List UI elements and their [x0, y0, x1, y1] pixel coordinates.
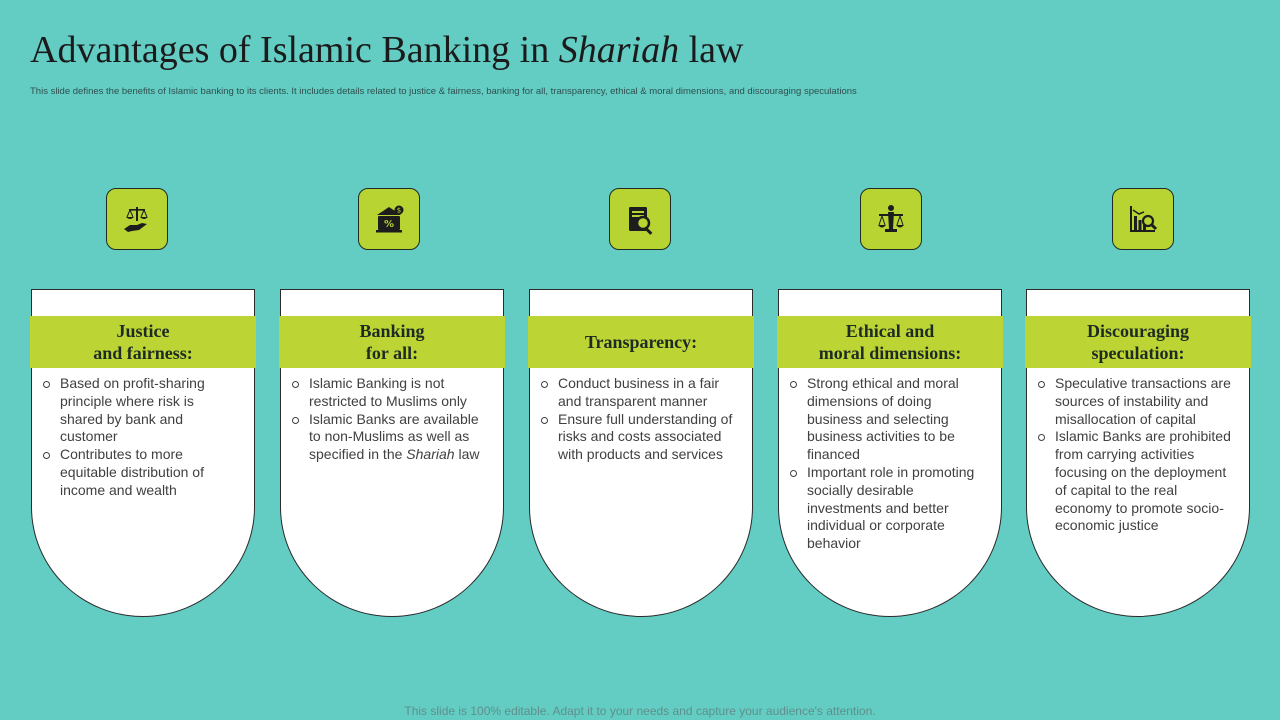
- slide-subtitle: This slide defines the benefits of Islamic banking to its clients. It includes details related to justice & fairness, banking for all, transparency, ethical & moral dimensions, and discouraging speculations: [30, 86, 857, 97]
- card-body-banking: [289, 375, 487, 464]
- list-item: Islamic Banking is not restricted to Muslims only: [289, 375, 487, 411]
- list-item: Ensure full understanding of risks and costs associated with products and services: [538, 411, 736, 464]
- chart-magnifier-icon: [1112, 188, 1174, 250]
- card-heading-speculation: Discouraging speculation:: [1025, 316, 1251, 368]
- scales-hand-icon: [106, 188, 168, 250]
- card-heading-banking: Banking for all:: [279, 316, 505, 368]
- card-body-justice: [40, 375, 238, 500]
- list-item: Conduct business in a fair and transparent manner: [538, 375, 736, 411]
- list-item: Important role in promoting socially desirable investments and better individual or corporate behavior: [787, 464, 985, 553]
- person-balance-icon: [860, 188, 922, 250]
- svg-text:$: $: [396, 206, 402, 215]
- list-item: Speculative transactions are sources of instability and misallocation of capital: [1035, 375, 1233, 428]
- card-body-transparency: [538, 375, 736, 464]
- card-heading-justice: Justice and fairness:: [30, 316, 256, 368]
- svg-text:%: %: [383, 219, 395, 230]
- slide-footer: This slide is 100% editable. Adapt it to your needs and capture your audience's attention.: [404, 704, 876, 718]
- bank-percent-icon: [358, 188, 420, 250]
- card-body-speculation: [1035, 375, 1233, 535]
- card-heading-transparency: Transparency:: [528, 316, 754, 368]
- slide-title: Advantages of Islamic Banking in Shariah law: [30, 29, 744, 71]
- list-item: Islamic Banks are prohibited from carrying activities focusing on the deployment of capital to the real economy to promote socio-economic justice: [1035, 428, 1233, 535]
- document-search-icon: [609, 188, 671, 250]
- list-item: Strong ethical and moral dimensions of doing business and selecting business activities to be financed: [787, 375, 985, 464]
- list-item: Based on profit-sharing principle where risk is shared by bank and customer: [40, 375, 238, 446]
- card-body-ethical: [787, 375, 985, 553]
- list-item: Contributes to more equitable distribution of income and wealth: [40, 446, 238, 499]
- list-item: Islamic Banks are available to non-Muslims as well as specified in the Shariah law: [289, 411, 487, 464]
- card-heading-ethical: Ethical and moral dimensions:: [777, 316, 1003, 368]
